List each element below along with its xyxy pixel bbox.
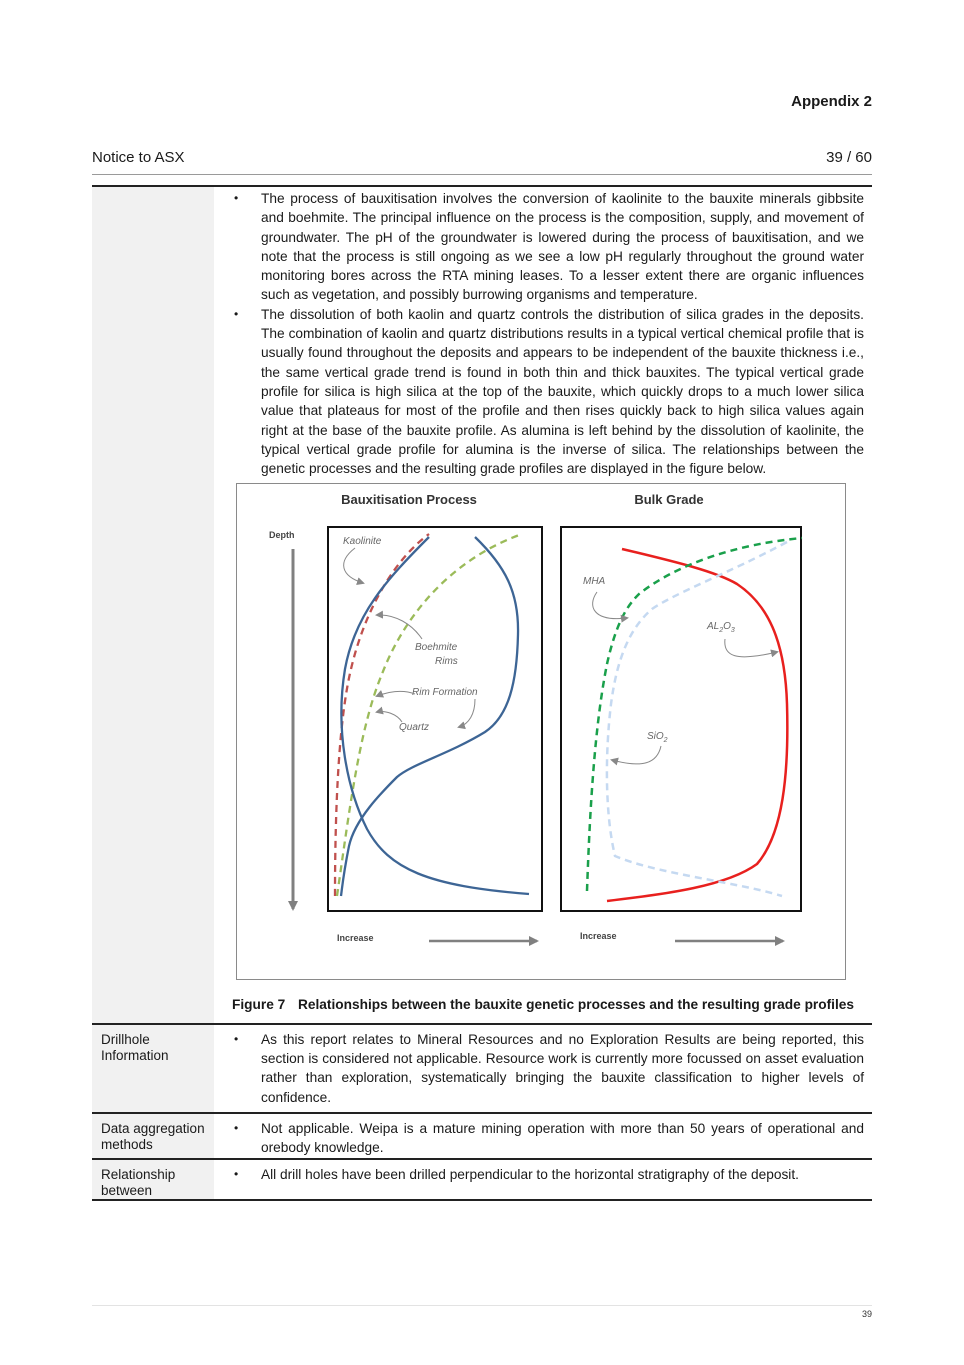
depth-label: Depth — [269, 530, 295, 541]
rim-formation-label: Rim Formation — [412, 687, 478, 699]
left-panel-title: Bauxitisation Process — [341, 492, 477, 508]
rims-label: Rims — [435, 656, 458, 668]
boehmite-label: Boehmite — [415, 642, 458, 654]
notice-title: Notice to ASX — [92, 149, 185, 166]
row-content — [214, 1114, 872, 1158]
table-row — [92, 1114, 872, 1160]
figure-box — [236, 483, 846, 980]
sio2-label: SiO$_2$ — [647, 731, 668, 745]
bullet-item: • As this report relates to Mineral Resources and no Exploration Results are being reported, this section is considered not applicable. Resource work is currently more focussed on asset evaluation rather than exploration, systematically bringing the bauxite classification to higher levels of confidence. — [232, 1030, 864, 1107]
caption-number: Figure 7 — [232, 997, 286, 1013]
mha-label: MHA — [583, 576, 606, 588]
bullet-item: • The dissolution of both kaolin and quartz controls the distribution of silica grades in the deposits. The combination of kaolin and quartz distributions results in a typical vertical chemical profile that is usually found throughout the deposits and appears to be independent of the bauxite thickness i.e., the same vertical grade trend is found in both thin and thick bauxites. The typical vertical grade profile for silica is high silica at the top of the bauxite, which quickly drops to a much lower silica value that plateaus for most of the profile and then rises quickly back to high silica values again right at the base of the bauxite profile. As alumina is left behind by the dissolution of kaolinite, the typical vertical grade profile for alumina is the inverse of silica. The relationships between the genetic processes and the resulting grade profiles are displayed in the figure below. — [232, 305, 864, 479]
bullet-item: • Not applicable. Weipa is a mature mining operation with more than 50 years of operational and orebody knowledge. — [232, 1119, 864, 1158]
row-label: Relationship between — [92, 1160, 214, 1199]
footer-page-number: 39 — [861, 1309, 872, 1319]
figure-caption — [232, 995, 864, 1014]
caption-text: Relationships between the bauxite genetic processes and the resulting grade profiles — [298, 997, 855, 1013]
row-label: Data aggregation methods — [92, 1114, 214, 1158]
row-label: Drillhole Information — [92, 1025, 214, 1112]
increase-label-right: Increase — [580, 931, 617, 942]
al2o3-label: $AL_2O_3$ — [707, 621, 735, 635]
footer-rule — [92, 1305, 872, 1306]
figure-diagram — [237, 484, 845, 979]
row-content — [214, 1025, 872, 1112]
quartz-label: Quartz — [399, 722, 430, 734]
row-content — [214, 187, 872, 1023]
table-row — [92, 187, 872, 1025]
right-panel-title: Bulk Grade — [634, 492, 704, 508]
increase-label-left: Increase — [337, 933, 374, 944]
table-row — [92, 1025, 872, 1114]
criteria-table — [92, 185, 872, 1201]
bullet-item: • All drill holes have been drilled perpendicular to the horizontal stratigraphy of the deposit. — [232, 1165, 864, 1184]
appendix-label: Appendix 2 — [791, 93, 872, 110]
kaolinite-label: Kaolinite — [343, 536, 382, 548]
table-row — [92, 1160, 872, 1201]
bullet-item: • The process of bauxitisation involves the conversion of kaolinite to the bauxite minerals gibbsite and boehmite. The principal influence on the process is the composition, supply, and movement of groundwater. The pH of the groundwater is lowered during the process of bauxitisation, and we note that the process is still ongoing as we see a low pH regularly throughout the ground water monitoring bores across the RTA mining leases. To a lesser extent there are organic influences such as vegetation, and possibly burrowing organisms and temperature. — [232, 189, 864, 305]
row-content — [214, 1160, 872, 1199]
row-label — [92, 187, 214, 1023]
header-rule — [92, 174, 872, 175]
page-indicator: 39 / 60 — [826, 149, 872, 166]
